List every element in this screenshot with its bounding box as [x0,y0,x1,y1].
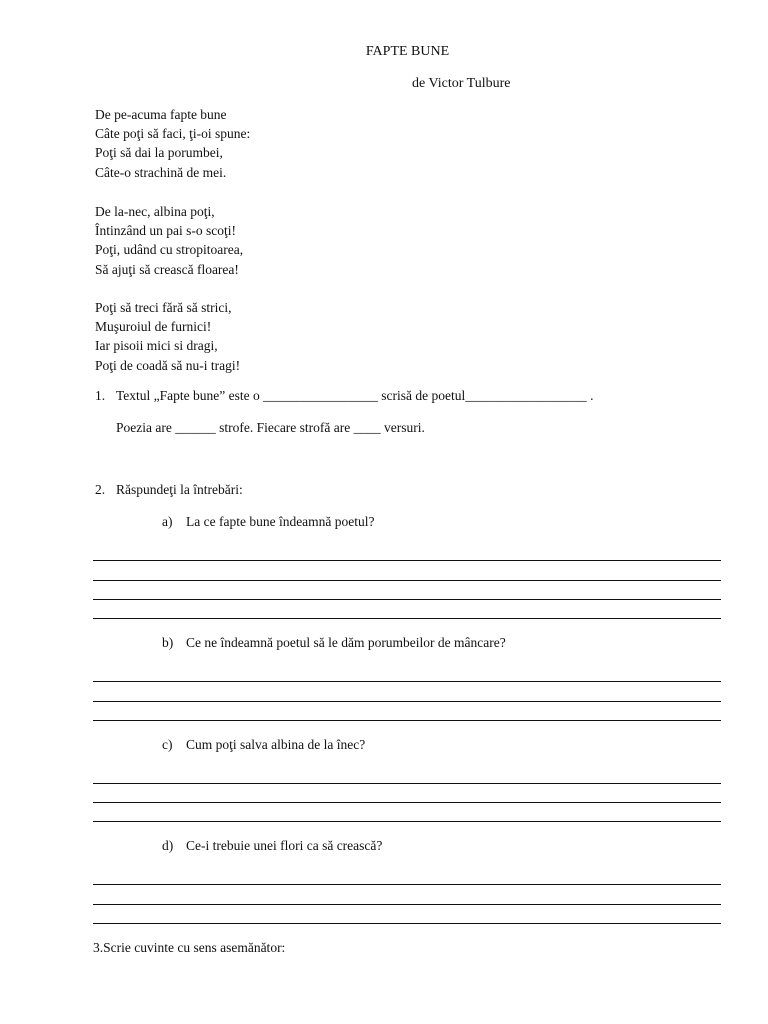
answer-line[interactable] [93,681,721,682]
verse-line: Întinzând un pai s-o scoţi! [95,223,236,239]
question-c-letter: c) [162,737,173,752]
poem-author: de Victor Tulbure [412,76,511,91]
question-a-text: La ce fapte bune îndeamnă poetul? [186,514,375,529]
verse-line: Poţi, udând cu stropitoarea, [95,242,244,258]
answer-line[interactable] [93,802,721,803]
stanza-2 [95,202,243,279]
verse-line: Poţi să dai la porumbei, [95,145,223,161]
verse-line: Câte-o strachină de mei. [95,164,227,180]
verse-line: Să ajuţi să crească floarea! [95,261,239,277]
stanza-3 [95,298,240,375]
question-b-text: Ce ne îndeamnă poetul să le dăm porumbeilor de mâncare? [186,635,506,650]
verse-line: Poţi să treci fără să strici, [95,300,232,315]
answer-line[interactable] [93,821,721,822]
exercise-1-line-1: Textul „Fapte bune” este o _________________ scrisă de poetul__________________ . [116,388,594,403]
answer-line[interactable] [93,884,721,885]
answer-line[interactable] [93,560,721,561]
answer-line[interactable] [93,904,721,905]
question-b-letter: b) [162,635,174,650]
verse-line: Iar pisoii mici si dragi, [95,338,218,354]
verse-line: De pe-acuma fapte bune [95,107,227,122]
question-d-letter: d) [162,838,174,853]
answer-line[interactable] [93,599,721,600]
verse-line: Poţi de coadă să nu-i tragi! [95,357,241,373]
answer-line[interactable] [93,923,721,924]
question-d-text: Ce-i trebuie unei flori ca să crească? [186,838,383,853]
exercise-2-title: Răspundeţi la întrebări: [116,482,243,497]
answer-line[interactable] [93,618,721,619]
exercise-1-line-2: Poezia are ______ strofe. Fiecare strofă are ____ versuri. [116,420,425,435]
answer-line[interactable] [93,720,721,721]
stanza-1 [95,105,250,182]
verse-line: Muşuroiul de furnici! [95,319,212,335]
verse-line: Câte poţi să faci, ţi-oi spune: [95,126,251,142]
exercise-3-title: 3.Scrie cuvinte cu sens asemănător: [93,940,286,955]
question-a-letter: a) [162,514,173,529]
exercise-2-number: 2. [95,482,106,497]
answer-line[interactable] [93,783,721,784]
answer-line[interactable] [93,701,721,702]
question-c-text: Cum poţi salva albina de la înec? [186,737,366,752]
answer-line[interactable] [93,580,721,581]
poem-title: FAPTE BUNE [365,44,450,59]
exercise-1-number: 1. [95,388,106,403]
verse-line: De la-nec, albina poţi, [95,204,215,219]
